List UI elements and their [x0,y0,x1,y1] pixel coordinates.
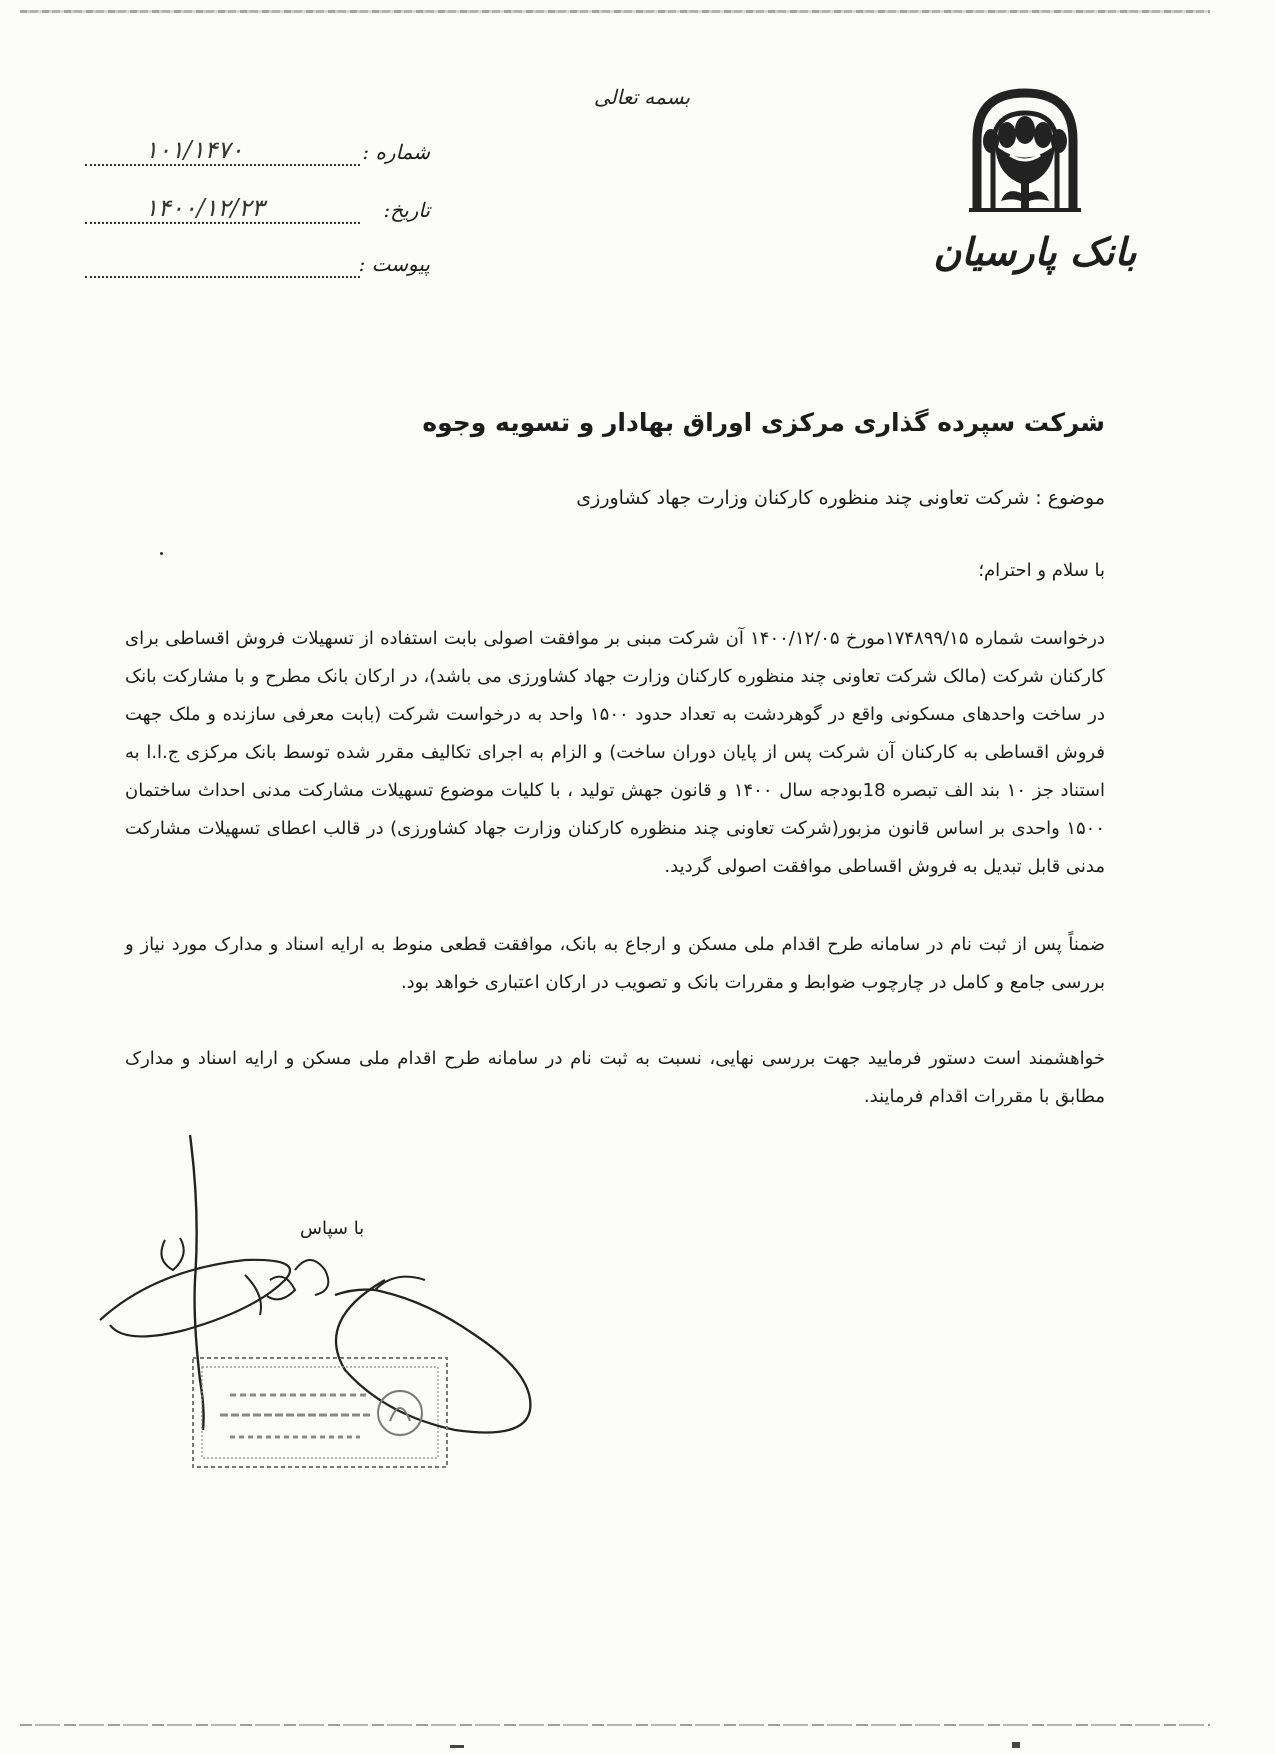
letter-attachment-field [85,252,430,284]
body-paragraph-3: خواهشمند است دستور فرمایید جهت بررسی نهایی، نسبت به ثبت نام در سامانه طرح اقدام ملی مسکن و ارایه اسناد و مدارک مطابق با مقررات اقدام فرمایند. [125,1048,1105,1107]
recipient-heading: شرکت سپرده گذاری مرکزی اوراق بهادار و تسویه وجوه [422,408,1105,437]
bank-name: بانک پارسیان [933,229,1137,274]
date-label: تاریخ: [383,198,430,222]
scan-edge-top [20,10,1210,13]
letter-number-field [85,136,430,172]
body-paragraph-1: درخواست شماره ۱۷۴۸۹۹/۱۵مورخ ۱۴۰۰/۱۲/۰۵ آن شرکت مبنی بر موافقت اصولی بابت استفاده از تسهیلات فروش اقساطی برای کارکنان شرکت (مالک شرکت تعاونی چند منظوره کارکنان وزارت جهاد کشاورزی می باشد)، در ارکان بانک مطرح و با مشارکت بانک در ساخت واحدهای مسکونی واقع در گوهردشت به تعداد حدود ۱۵۰۰ واحد به درخواست شرکت (بابت معرفی سازنده و ملک جهت فروش اقساطی به کارکنان آن شرکت پس از پایان دوران ساخت) و الزام به اجرای تکالیف مقرر شده توسط بانک مرکزی ج.ا.ا به استناد جز ۱۰ بند الف تبصره 18بودجه سال ۱۴۰۰ و قانون جهش تولید ، با کلیات موضوع تسهیلات مشارکت مدنی احداث ساختمان ۱۵۰۰ واحدی بر اساس قانون مزبور(شرکت تعاونی چند منظوره کارکنان وزارت جهاد کشاورزی) در قالب اعطای تسهیلات مشارکت مدنی قابل تبدیل به فروش اقساطی موافقت اصولی گردید. [125,628,1106,877]
greeting: با سلام و احترام؛ [978,560,1105,581]
bismillah-heading: بسمه تعالی [593,85,690,109]
attachment-label: پیوست : [358,252,430,276]
bank-stamp [190,1355,450,1470]
subject-line: موضوع : شرکت تعاونی چند منظوره کارکنان وزارت جهاد کشاورزی [576,487,1105,509]
scan-speck [1012,1742,1020,1748]
date-value: ۱۴۰۰/۱۲/۲۳ [145,194,265,222]
bank-logo [933,85,1165,315]
scan-edge-bottom [20,1724,1210,1726]
dotted-line [85,164,360,166]
number-label: شماره : [362,140,430,164]
tulip-emblem-icon [933,85,1165,315]
dotted-line [85,222,360,224]
scan-speck [450,1745,464,1748]
letter-date-field [85,194,430,230]
number-value: ۱۰۱/۱۴۷۰ [145,136,244,164]
closing-thanks: با سپاس [300,1218,365,1239]
scan-speck [160,552,163,555]
dotted-line [85,276,360,278]
body-paragraph-2: ضمناً پس از ثبت نام در سامانه طرح اقدام ملی مسکن و ارجاع به بانک، موافقت قطعی منوط به ارایه اسناد و مدارک مورد نیاز و بررسی جامع و کامل در چارچوب ضوابط و مقررات بانک و تصویب در ارکان اعتباری خواهد بود. [125,934,1105,993]
